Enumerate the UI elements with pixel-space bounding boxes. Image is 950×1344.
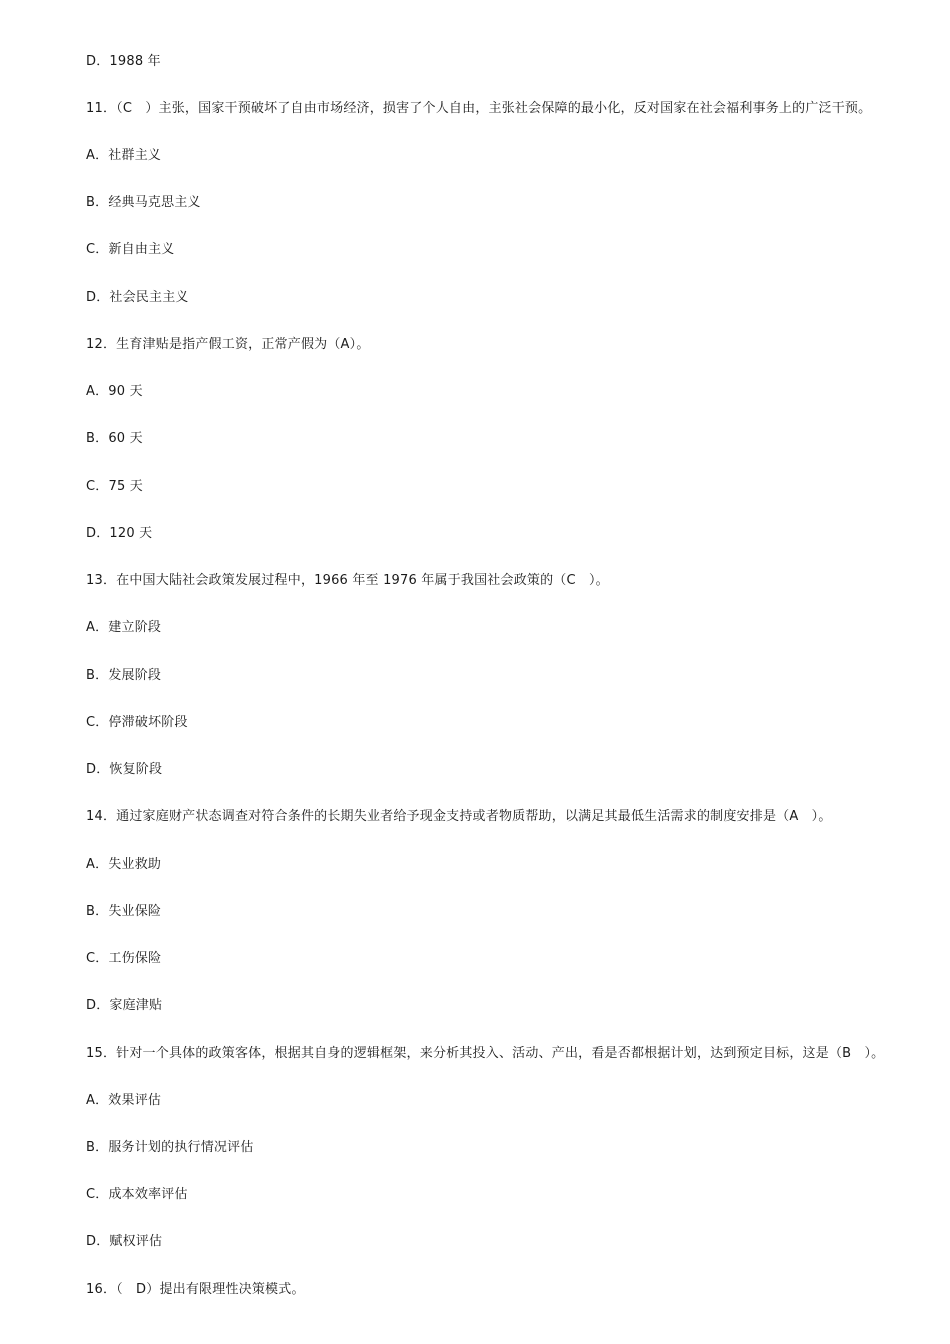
- option-text: A．90 天: [86, 384, 143, 399]
- option-text: C．工伤保险: [86, 951, 162, 966]
- option-text: B．经典马克思主义: [86, 195, 201, 210]
- option-text: D．家庭津贴: [86, 998, 163, 1013]
- option-text: B．失业保险: [86, 904, 162, 919]
- option-text: D．赋权评估: [86, 1234, 163, 1249]
- question-text: 11．（C ）主张，国家干预破坏了自由市场经济，损害了个人自由，主张社会保障的最小化，反对国家在社会福利事务上的广泛干预。: [86, 101, 872, 116]
- question-text: 15．针对一个具体的政策客体，根据其自身的逻辑框架，来分析其投入、活动、产出，看是否都根据计划，达到预定目标，这是（B ）。: [86, 1046, 885, 1061]
- question-text: 14．通过家庭财产状态调查对符合条件的长期失业者给予现金支持或者物质帮助，以满足其最低生活需求的制度安排是（A ）。: [86, 809, 832, 824]
- option-text: C．停滞破坏阶段: [86, 715, 188, 730]
- option-text: C．成本效率评估: [86, 1187, 188, 1202]
- question-text: 12．生育津贴是指产假工资，正常产假为（A）。: [86, 337, 370, 352]
- option-text: D．1988 年: [86, 54, 161, 69]
- option-text: A．建立阶段: [86, 620, 162, 635]
- option-text: B．发展阶段: [86, 668, 162, 683]
- option-text: B．60 天: [86, 431, 143, 446]
- option-text: B．服务计划的执行情况评估: [86, 1140, 254, 1155]
- question-text: 16．（ D）提出有限理性决策模式。: [86, 1282, 305, 1297]
- option-text: A．社群主义: [86, 148, 162, 163]
- option-text: D．恢复阶段: [86, 762, 163, 777]
- option-text: D．120 天: [86, 526, 153, 541]
- option-text: C．75 天: [86, 479, 143, 494]
- option-text: A．失业救助: [86, 857, 162, 872]
- option-text: C．新自由主义: [86, 242, 175, 257]
- option-text: D．社会民主主义: [86, 290, 189, 305]
- option-text: A．效果评估: [86, 1093, 162, 1108]
- question-text: 13．在中国大陆社会政策发展过程中，1966 年至 1976 年属于我国社会政策的（C ）。: [86, 573, 609, 588]
